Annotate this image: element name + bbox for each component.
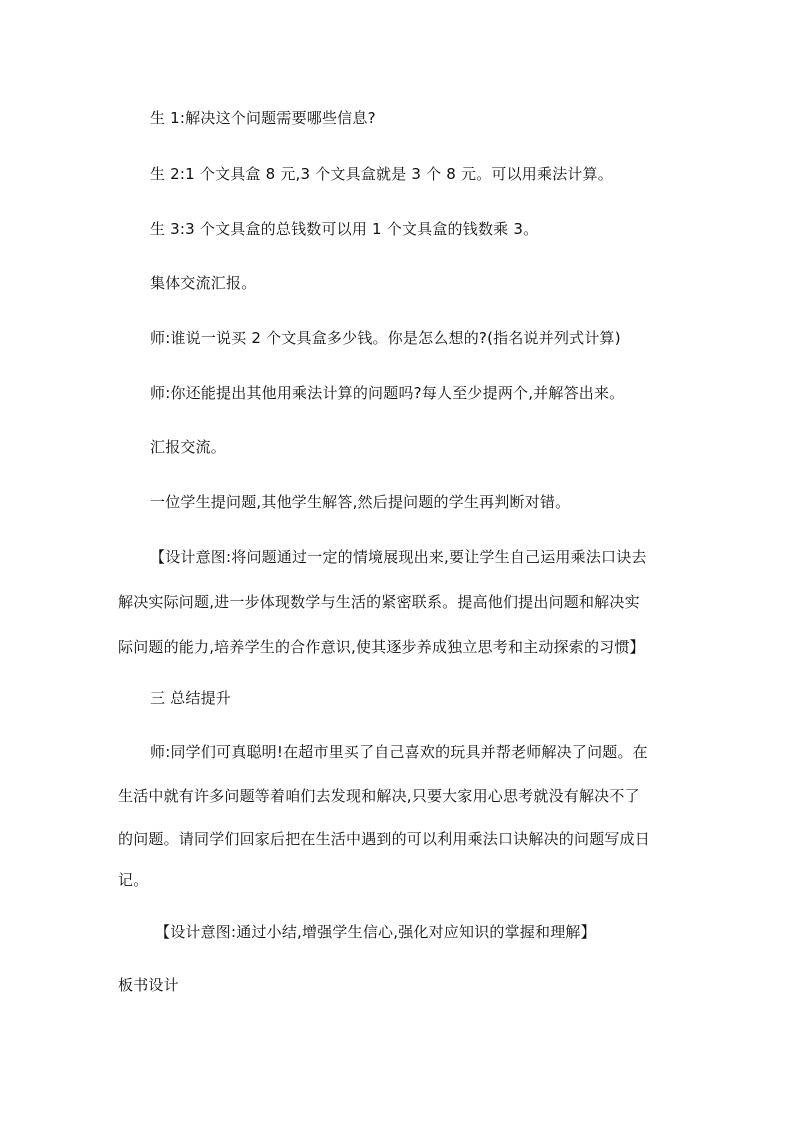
text-line: 生 2:1 个文具盒 8 元,3 个文具盒就是 3 个 8 元。可以用乘法计算。 <box>150 165 613 183</box>
summary-line: 记。 <box>118 871 149 889</box>
design-intent-line: 际问题的能力,培养学生的合作意识,使其逐步养成独立思考和主动探索的习惯】 <box>118 638 645 656</box>
board-design-heading: 板书设计 <box>118 976 179 994</box>
design-intent-line: 【设计意图:通过小结,增强学生信心,强化对应知识的掌握和理解】 <box>155 923 596 941</box>
design-intent-line: 解决实际问题,进一步体现数学与生活的紧密联系。提高他们提出问题和解决实 <box>118 593 640 611</box>
summary-line: 的问题。请同学们回家后把在生活中遇到的可以利用乘法口诀解决的问题写成日 <box>118 830 651 848</box>
text-line: 集体交流汇报。 <box>150 274 257 292</box>
section-heading: 三 总结提升 <box>150 689 231 707</box>
text-line: 汇报交流。 <box>150 438 227 456</box>
text-line: 生 3:3 个文具盒的总钱数可以用 1 个文具盒的钱数乘 3。 <box>150 220 539 238</box>
summary-line: 生活中就有许多问题等着咱们去发现和解决,只要大家用心思考就没有解决不了 <box>118 787 640 805</box>
text-line: 师:你还能提出其他用乘法计算的问题吗?每人至少提两个,并解答出来。 <box>150 384 625 402</box>
design-intent-line: 【设计意图:将问题通过一定的情境展现出来,要让学生自己运用乘法口诀去 <box>150 548 647 566</box>
summary-line: 师:同学们可真聪明!在超市里买了自己喜欢的玩具并帮老师解决了问题。在 <box>150 743 648 761</box>
text-line: 一位学生提问题,其他学生解答,然后提问题的学生再判断对错。 <box>150 493 571 511</box>
text-line: 生 1:解决这个问题需要哪些信息? <box>150 109 376 127</box>
text-line: 师:谁说一说买 2 个文具盒多少钱。你是怎么想的?(指名说并列式计算) <box>150 329 621 347</box>
